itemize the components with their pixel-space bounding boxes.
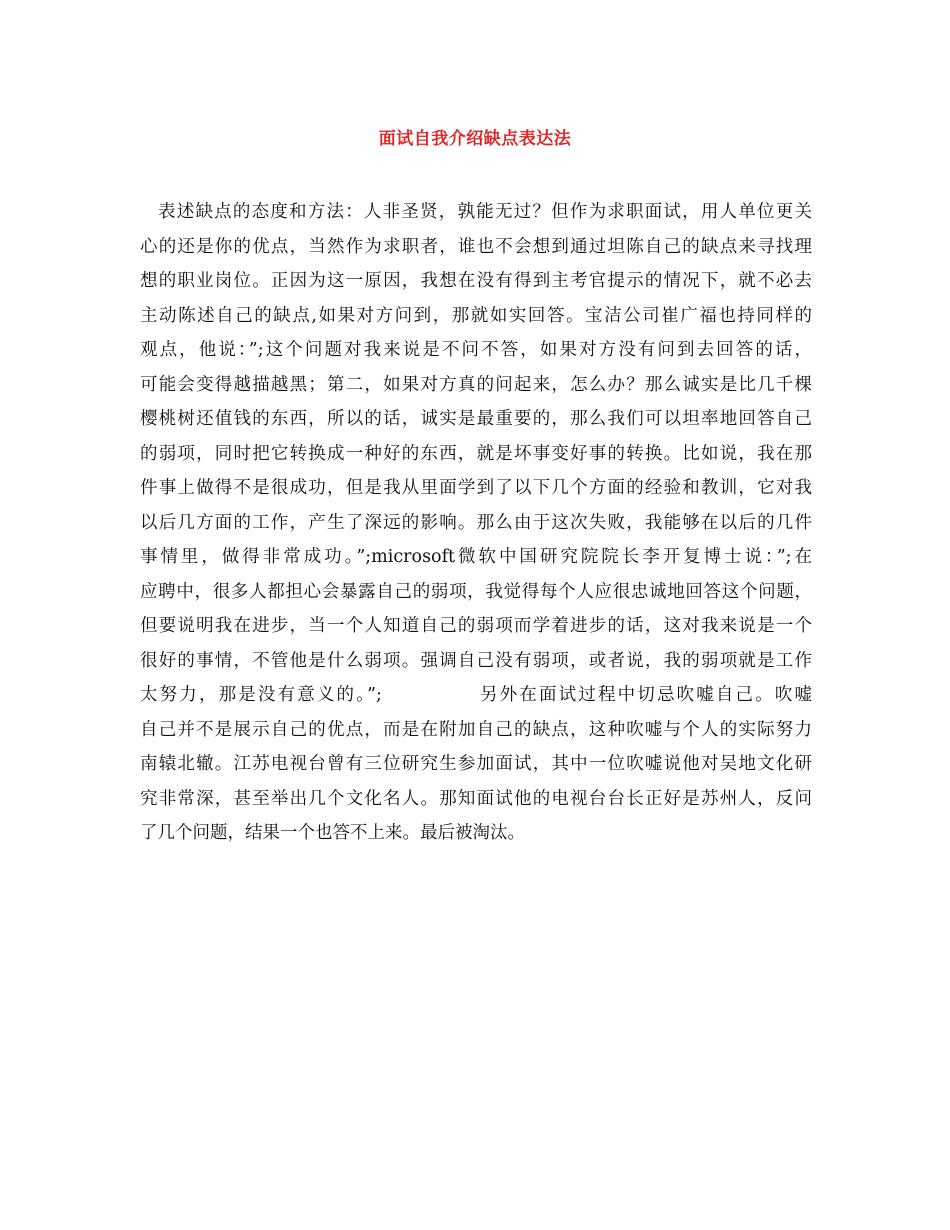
text-line: 但要说明我在进步，当一个人知道自己的弱项而学着进步的话，这对我来说是一个: [140, 616, 812, 636]
text-line: 南辕北辙。江苏电视台曾有三位研究生参加面试，其中一位吹嘘说他对吴地文化研: [140, 754, 812, 774]
text-line: 很好的事情，不管他是什么弱项。强调自己没有弱项，或者说，我的弱项就是工作: [140, 650, 812, 671]
text-line: 件事上做得不是很成功，但是我从里面学到了以下几个方面的经验和教训，它对我: [140, 478, 812, 498]
text-line: 表述缺点的态度和方法：人非圣贤，孰能无过？但作为求职面试，用人单位更关: [158, 202, 812, 222]
text-segment: 太努力，那是没有意义的。”;: [140, 685, 382, 705]
text-line: 观点，他说：”;这个问题对我来说是不问不答，如果对方没有问到去回答的话，: [140, 340, 812, 360]
text-line-split: [140, 678, 812, 713]
text-line: 事情里，做得非常成功。”;microsoft微软中国研究院院长李开复博士说：”;在: [140, 547, 812, 567]
text-line: 自己并不是展示自己的优点，而是在附加自己的缺点，这种吹嘘与个人的实际努力: [140, 719, 812, 740]
document-body: [140, 195, 812, 851]
text-line: 的弱项，同时把它转换成一种好的东西，就是坏事变好事的转换。比如说，我在那: [140, 443, 812, 464]
text-line: 了几个问题，结果一个也答不上来。最后被淘汰。: [140, 823, 525, 843]
text-line: 樱桃树还值钱的东西，所以的话，诚实是最重要的，那么我们可以坦率地回答自己: [140, 409, 812, 429]
text-line: 以后几方面的工作，产生了深远的影响。那么由于这次失败，我能够在以后的几件: [140, 512, 812, 533]
text-segment: 另外在面试过程中切忌吹嘘自己。吹嘘: [477, 685, 813, 705]
text-line: 主动陈述自己的缺点,如果对方问到，那就如实回答。宝洁公司崔广福也持同样的: [140, 305, 812, 326]
text-line: 想的职业岗位。正因为这一原因，我想在没有得到主考官提示的情况下，就不必去: [140, 271, 812, 291]
text-line: 究非常深，甚至举出几个文化名人。那知面试他的电视台台长正好是苏州人，反问: [140, 788, 812, 809]
text-line: 可能会变得越描越黑；第二，如果对方真的问起来，怎么办？那么诚实是比几千棵: [140, 374, 812, 395]
document-title: 面试自我介绍缺点表达法: [378, 129, 572, 149]
text-line: 心的还是你的优点，当然作为求职者，谁也不会想到通过坦陈自己的缺点来寻找理: [140, 236, 812, 257]
text-line: 应聘中，很多人都担心会暴露自己的弱项，我觉得每个人应很忠诚地回答这个问题，: [140, 581, 812, 602]
